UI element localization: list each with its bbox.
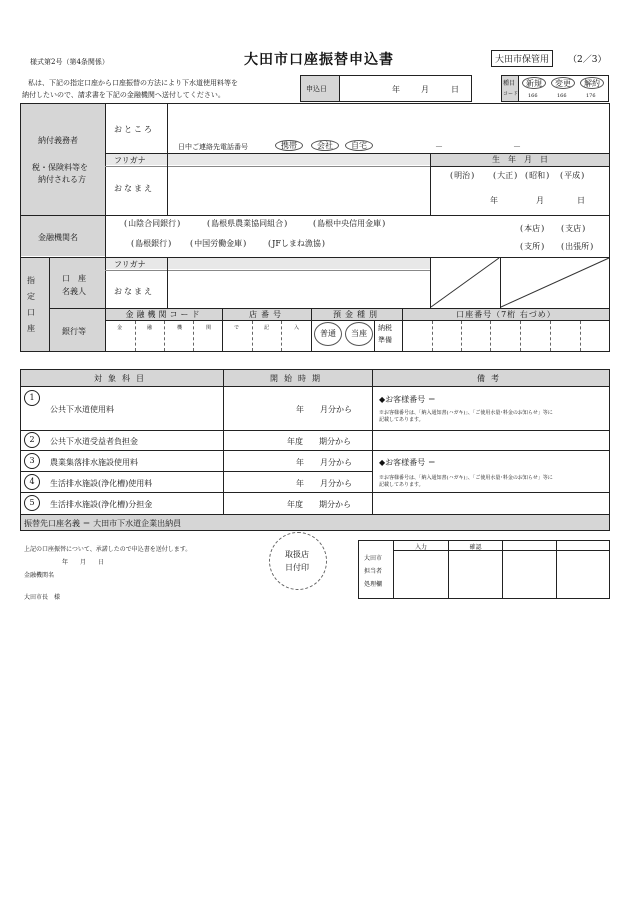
era-meiji[interactable]: ( 明治 ) [450, 170, 474, 181]
number-header: 口座番号（7桁 右づめ） [456, 310, 556, 319]
type-code-change: 166 [557, 93, 567, 99]
type-code-cancel: 176 [586, 93, 596, 99]
items-col-divider-1 [223, 369, 224, 515]
bank-chugoku-rokin[interactable]: ( 中国労働金庫 ) [190, 238, 246, 249]
office-col-4 [556, 540, 557, 599]
items-header-start: 開始時期 [270, 374, 326, 383]
application-date-year[interactable]: 年 [392, 85, 400, 94]
office-header-input: 入力 [414, 544, 427, 551]
account-label-column [21, 258, 105, 351]
branch-sub-1: で [234, 325, 240, 331]
copy-label: 大田市保管用 [491, 50, 553, 67]
items-row-divider-2 [20, 450, 610, 451]
items-header-remark: 備考 [477, 374, 505, 383]
remark-note-3a: ※お客様番号は、「納入通知書(ハガキ)」、「ご使用水量･料金のお知らせ」等に [379, 475, 553, 481]
office-header-confirm: 確認 [469, 544, 482, 551]
item-name-3: 農業集落排水施設使用料 [50, 458, 138, 467]
date-stamp-label-2: 日付印 [285, 563, 309, 572]
bank-shimane-chuo[interactable]: ( 島根中央信用金庫 ) [313, 218, 385, 229]
type-option-change[interactable]: 変更 [551, 77, 575, 89]
deposit-tax-2[interactable]: 準備 [378, 336, 392, 344]
phone-dash-1: － [435, 142, 443, 151]
remark-note-1a: ※お客様番号は、「納入通知書(ハガキ)」、「ご使用水量･料金のお知らせ」等に [379, 410, 553, 416]
birth-month[interactable]: 月 [536, 196, 544, 205]
fi-name-label: 金融機関名 [24, 572, 55, 579]
bank-code-input[interactable] [106, 321, 221, 351]
item-start-1[interactable]: 年 月分から [296, 405, 352, 414]
remark-note-1b: 記載してあります。 [379, 417, 424, 423]
office-col-3 [502, 540, 503, 599]
phone-label: 日中ご連絡先電話番号 [178, 143, 248, 151]
item-name-1: 公共下水道使用料 [50, 405, 114, 414]
item-start-3[interactable]: 年 月分から [296, 458, 352, 467]
holder-label-2: 名義人 [62, 287, 86, 296]
divider-furigana [105, 166, 430, 167]
items-row-divider-4 [20, 492, 610, 493]
era-showa[interactable]: ( 昭和 ) [525, 170, 549, 181]
type-code-new: 166 [528, 93, 538, 99]
phone-dash-2: － [513, 142, 521, 151]
divider-diag-2 [500, 257, 501, 308]
bank-label: 銀行等 [62, 327, 86, 336]
office-label-3: 処理欄 [364, 581, 383, 588]
bank-sanin-godo[interactable]: ( 山陰合同銀行 ) [124, 218, 180, 229]
item-start-5[interactable]: 年度 期分から [287, 500, 351, 509]
divider-financial [20, 215, 610, 216]
branch-type-branch[interactable]: ( 支店 ) [561, 223, 585, 234]
payer-sub-label-1: 税・保険料等を [32, 163, 88, 172]
payer-sub-label-2: 納付される方 [38, 175, 86, 184]
payer-furigana-label: フリガナ [114, 156, 146, 165]
intro-line-1: 私は、下記の指定口座から口座振替の方法により下水道使用料等を [28, 79, 238, 87]
birthdate-header: 生 年 月 日 [431, 154, 609, 166]
phone-type-home[interactable]: 自宅 [345, 140, 373, 151]
remark-label-1: ◆お客様番号 ＝ [379, 395, 436, 404]
code-sub-2: 融 [147, 325, 153, 331]
bank-shimane-ja[interactable]: ( 島根県農業協同組合 ) [207, 218, 287, 229]
branch-sub-3: 入 [294, 325, 300, 331]
deposit-futsu[interactable]: 普通 [314, 322, 342, 346]
holder-furigana-band [106, 258, 430, 269]
code-sub-3: 機 [177, 325, 183, 331]
holder-furigana-label: フリガナ [114, 260, 146, 269]
approve-text: 上記の口座振替について、承諾したので申込書を送付します。 [24, 546, 192, 553]
items-row-divider-1 [20, 430, 610, 431]
branch-sub-2: 記 [264, 325, 270, 331]
financial-label: 金融機関名 [38, 233, 78, 242]
items-footer: 振替先口座名義 ＝ 大田市下水道企業出納員 [24, 519, 182, 528]
page-indicator: （2／3） [568, 55, 607, 65]
office-label-1: 大田市 [364, 555, 383, 562]
account-side-4: 座 [27, 324, 35, 333]
payer-name-input[interactable] [170, 168, 428, 212]
code-sub-1: 金 [117, 325, 123, 331]
account-side-2: 定 [27, 292, 35, 301]
deposit-header: 預金種別 [333, 310, 381, 319]
bank-shimane[interactable]: ( 島根銀行 ) [131, 238, 171, 249]
application-date-month[interactable]: 月 [421, 85, 429, 94]
date-stamp-label-1: 取扱店 [285, 550, 309, 559]
payer-name-label: おなまえ [114, 184, 154, 193]
type-option-new[interactable]: 新規 [522, 77, 546, 89]
account-side-3: 口 [27, 308, 35, 317]
item-start-2[interactable]: 年度 期分から [287, 437, 351, 446]
address-label: おところ [114, 125, 154, 134]
branch-type-sub[interactable]: ( 支所 ) [520, 241, 544, 252]
divider-birthdate-header [430, 166, 610, 167]
item-num-2[interactable]: 2 [24, 432, 40, 448]
form-number: 様式第2号（第4条関係） [30, 58, 109, 66]
item-start-4[interactable]: 年 月分から [296, 479, 352, 488]
type-code-label-2: コード [503, 91, 519, 97]
items-header-divider [20, 386, 610, 387]
code-header: 金融機関コード [125, 310, 203, 319]
items-header-subject: 対象科目 [94, 374, 150, 383]
approve-date[interactable]: 年 月 日 [62, 559, 105, 566]
remark-note-3b: 記載してあります。 [379, 482, 424, 488]
holder-name-label: おなまえ [114, 287, 154, 296]
payer-section-label: 納付義務者 [38, 136, 78, 145]
divider-label-sub [167, 103, 168, 215]
application-date-day[interactable]: 日 [451, 85, 459, 94]
item-num-4[interactable]: 4 [24, 474, 40, 490]
deposit-toza[interactable]: 当座 [345, 322, 373, 346]
office-label-2: 担当者 [364, 568, 383, 575]
item-num-5[interactable]: 5 [24, 495, 40, 511]
items-col-divider-2 [372, 369, 373, 515]
branch-number-input[interactable] [223, 321, 310, 351]
code-sub-4: 関 [206, 325, 212, 331]
intro-line-2: 納付したいので、請求書を下記の金融機関へ送付してください。 [22, 91, 225, 99]
branch-type-office[interactable]: ( 出張所 ) [561, 241, 593, 252]
phone-type-mobile[interactable]: 携帯 [275, 140, 303, 151]
type-option-cancel[interactable]: 解約 [580, 77, 604, 89]
item-name-2: 公共下水道受益者負担金 [50, 437, 138, 446]
item-num-3[interactable]: 3 [24, 453, 40, 469]
divider-account-side [49, 257, 50, 352]
birth-day[interactable]: 日 [577, 196, 585, 205]
birth-year[interactable]: 年 [490, 196, 498, 205]
item-name-4: 生活排水施設(浄化槽)使用料 [50, 479, 153, 488]
item-num-1[interactable]: 1 [24, 390, 40, 406]
mayor-label: 大田市長 様 [24, 594, 61, 601]
bank-jf-shimane[interactable]: ( JFしまね漁協 ) [268, 238, 325, 249]
type-code-label-1: 種目 [503, 80, 516, 87]
items-row-divider-3 [20, 471, 372, 472]
payer-furigana-band [106, 154, 430, 165]
deposit-tax-1[interactable]: 納税 [378, 324, 392, 332]
divider-holder-furigana [105, 270, 430, 271]
page-title: 大田市口座振替申込書 [244, 52, 394, 68]
phone-type-office[interactable]: 会社 [311, 140, 339, 151]
remark-label-3: ◆お客様番号 ＝ [379, 458, 436, 467]
holder-name-input[interactable] [170, 272, 428, 306]
account-number-input[interactable] [403, 321, 609, 351]
era-heisei[interactable]: ( 平成 ) [560, 170, 584, 181]
account-side-1: 指 [27, 276, 35, 285]
branch-type-head[interactable]: ( 本店 ) [520, 223, 544, 234]
item-name-5: 生活排水施設(浄化槽)分担金 [50, 500, 153, 509]
divider-tax [374, 320, 375, 352]
holder-label-1: 口 座 [62, 274, 86, 283]
date-stamp-circle[interactable] [269, 532, 327, 590]
branch-header: 店番号 [249, 310, 285, 319]
application-date-label: 申込日 [306, 85, 327, 93]
era-taisho[interactable]: ( 大正 ) [493, 170, 517, 181]
divider-holder-label [167, 257, 168, 308]
divider-diag-1 [430, 257, 431, 308]
